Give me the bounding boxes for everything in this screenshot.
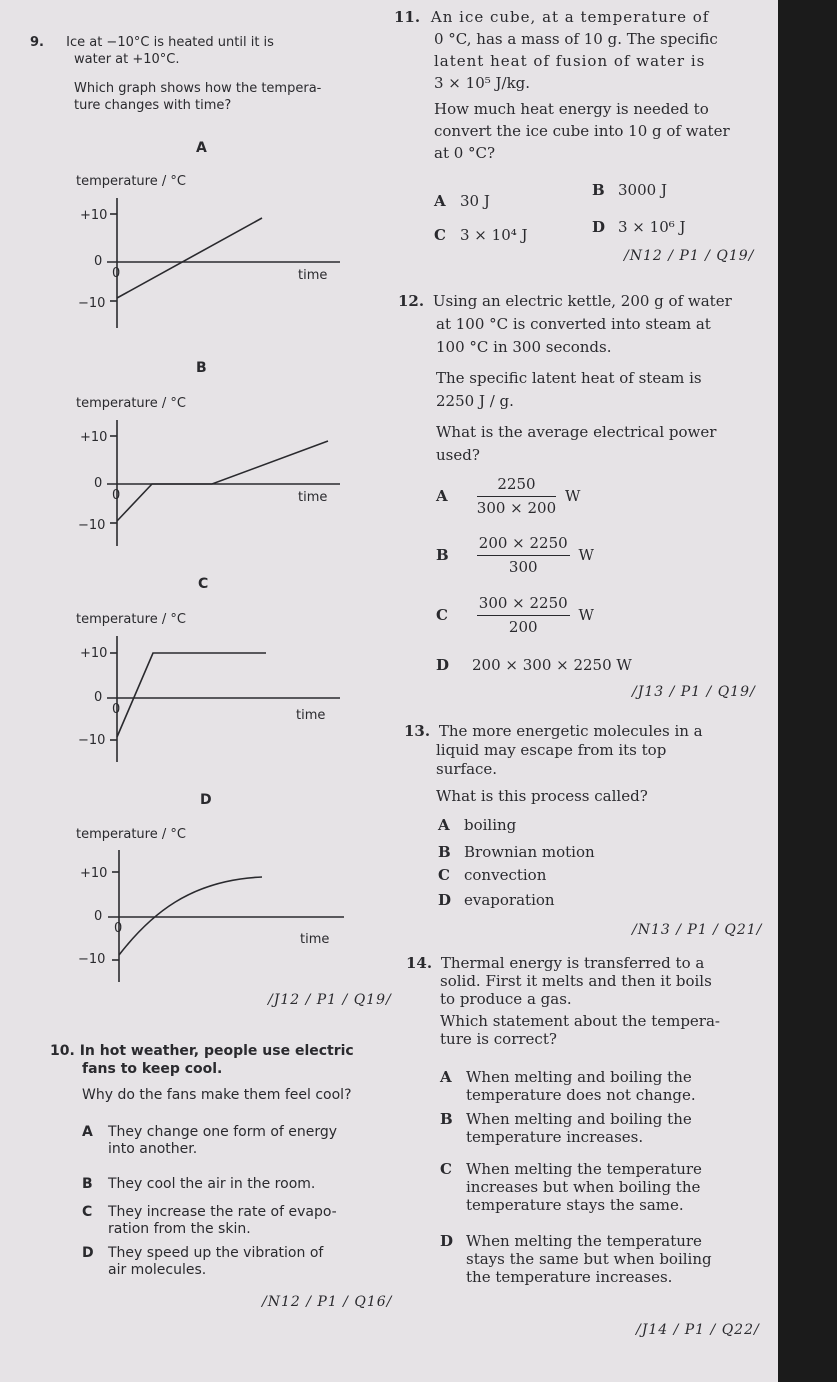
question-13 xyxy=(404,722,776,806)
option-text: When melting and boiling the xyxy=(466,1068,692,1086)
q11-option-c xyxy=(434,226,528,245)
option-letter: D xyxy=(438,891,452,909)
question-text: Using an electric kettle, 200 g of water xyxy=(432,292,732,310)
question-text: The specific latent heat of steam is xyxy=(436,369,702,387)
q12-option-a xyxy=(436,475,580,518)
question-text: Which graph shows how the tempera- xyxy=(74,81,322,96)
option-text: 3000 J xyxy=(618,181,667,199)
question-14 xyxy=(406,954,778,1048)
graph-d-curve xyxy=(119,877,262,955)
question-text: How much heat energy is needed to xyxy=(434,100,709,118)
q13-option-a xyxy=(438,816,516,835)
fraction-numerator: 200 × 2250 xyxy=(477,534,570,556)
option-text: air molecules. xyxy=(108,1262,207,1278)
option-letter: B xyxy=(440,1110,453,1128)
option-unit: W xyxy=(564,487,581,505)
fraction-numerator: 2250 xyxy=(477,475,556,497)
graph-a-letter: A xyxy=(196,140,207,156)
question-text: 3 × 10⁵ J/kg. xyxy=(434,74,531,92)
option-letter: C xyxy=(438,866,450,884)
option-text: 200 × 300 × 2250 W xyxy=(472,656,632,674)
question-13-reference: /N13 / P1 / Q21/ xyxy=(632,922,763,938)
graph-b-origin: 0 xyxy=(112,488,121,503)
graph-c-tick-0: 0 xyxy=(94,690,103,705)
option-letter: A xyxy=(436,487,448,505)
option-unit: W xyxy=(578,546,594,564)
option-text: the temperature increases. xyxy=(466,1268,673,1286)
dark-background-strip xyxy=(778,0,837,1382)
question-11 xyxy=(394,6,778,164)
question-text: What is the average electrical power xyxy=(436,423,717,441)
question-text: water at +10°C. xyxy=(74,52,180,67)
q10-option-b xyxy=(82,1176,392,1193)
question-text: convert the ice cube into 10 g of water xyxy=(434,122,730,140)
option-letter: B xyxy=(592,181,605,199)
option-letter: D xyxy=(592,218,606,236)
question-number: 14. xyxy=(406,954,433,972)
question-10 xyxy=(50,1042,396,1104)
graph-d-tick-minus10: −10 xyxy=(78,952,106,967)
q10-option-d xyxy=(82,1245,392,1279)
question-text: Which statement about the tempera- xyxy=(440,1012,720,1030)
option-text: They cool the air in the room. xyxy=(108,1176,316,1192)
question-text: at 0 °C? xyxy=(434,144,496,162)
graph-c-tick-minus10: −10 xyxy=(78,733,106,748)
option-letter: A xyxy=(438,816,450,834)
option-text: boiling xyxy=(464,816,517,834)
option-text: into another. xyxy=(108,1141,198,1157)
q14-option-b xyxy=(440,1110,776,1146)
graph-d-tick-0: 0 xyxy=(94,909,103,924)
graph-a-origin: 0 xyxy=(112,266,121,281)
option-text: When melting and boiling the xyxy=(466,1110,692,1128)
graph-d-origin: 0 xyxy=(114,921,123,936)
question-prompt: Why do the fans make them feel cool? xyxy=(82,1087,352,1103)
graph-b-tick-minus10: −10 xyxy=(78,518,106,533)
fraction-denominator: 300 xyxy=(508,558,538,576)
graph-b-letter: B xyxy=(196,360,207,376)
graph-c-letter: C xyxy=(198,576,209,592)
option-text: temperature increases. xyxy=(466,1128,644,1146)
question-number: 9. xyxy=(30,35,44,50)
option-text: 3 × 10⁶ J xyxy=(618,218,686,236)
graph-d-ylabel: temperature / °C xyxy=(76,827,186,842)
q13-option-d xyxy=(438,891,555,910)
q14-option-d xyxy=(440,1232,776,1286)
question-number: 11. xyxy=(394,8,421,26)
option-letter: A xyxy=(434,192,446,210)
question-text: liquid may escape from its top xyxy=(436,741,667,759)
option-letter: D xyxy=(436,656,450,674)
question-11-reference: /N12 / P1 / Q19/ xyxy=(624,248,755,264)
option-letter: B xyxy=(436,546,449,564)
graph-d-xlabel: time xyxy=(300,932,330,947)
question-number: 10. xyxy=(50,1043,75,1059)
graph-c-ylabel: temperature / °C xyxy=(76,612,186,627)
option-letter: C xyxy=(434,226,446,244)
option-letter: D xyxy=(440,1232,454,1250)
option-letter: B xyxy=(438,843,451,861)
option-text: 3 × 10⁴ J xyxy=(460,226,528,244)
q12-option-c xyxy=(436,594,594,637)
fraction-denominator: 200 xyxy=(508,618,538,636)
left-column xyxy=(0,0,400,1382)
graph-a-ylabel: temperature / °C xyxy=(76,174,186,189)
q12-option-d xyxy=(436,656,632,675)
graph-a-tick-0: 0 xyxy=(94,254,103,269)
option-text: They speed up the vibration of xyxy=(108,1245,324,1261)
option-fraction xyxy=(477,534,570,577)
option-unit: W xyxy=(578,606,594,624)
fraction-numerator: 300 × 2250 xyxy=(477,594,570,616)
q13-option-b xyxy=(438,843,595,862)
option-letter: C xyxy=(440,1160,452,1178)
q10-option-c xyxy=(82,1204,392,1238)
graph-d-tick-plus10: +10 xyxy=(80,866,108,881)
option-text: ration from the skin. xyxy=(108,1221,251,1237)
question-9-reference: /J12 / P1 / Q19/ xyxy=(268,992,392,1008)
question-text: 0 °C, has a mass of 10 g. The specific xyxy=(434,30,718,48)
option-letter: C xyxy=(82,1204,93,1220)
question-number: 12. xyxy=(398,292,425,310)
option-text: They change one form of energy xyxy=(108,1124,338,1140)
graph-a-tick-minus10: −10 xyxy=(78,296,106,311)
question-text: fans to keep cool. xyxy=(82,1061,223,1077)
question-text: 100 °C in 300 seconds. xyxy=(436,338,612,356)
question-text: The more energetic molecules in a xyxy=(438,722,703,740)
question-text: solid. First it melts and then it boils xyxy=(440,972,712,990)
question-text: ture is correct? xyxy=(440,1030,557,1048)
question-text: 2250 J / g. xyxy=(436,392,514,410)
question-prompt: What is this process called? xyxy=(436,787,648,805)
question-10-reference: /N12 / P1 / Q16/ xyxy=(262,1294,393,1310)
graph-b-ylabel: temperature / °C xyxy=(76,396,186,411)
q11-option-b xyxy=(592,181,667,200)
question-14-reference: /J14 / P1 / Q22/ xyxy=(636,1322,760,1338)
question-text: surface. xyxy=(436,760,498,778)
fraction-denominator: 300 × 200 xyxy=(476,499,557,517)
graph-b-tick-0: 0 xyxy=(94,476,103,491)
option-text: When melting the temperature xyxy=(466,1232,702,1250)
graph-c-origin: 0 xyxy=(112,702,121,717)
question-12 xyxy=(398,290,778,467)
option-letter: B xyxy=(82,1176,93,1192)
option-text: convection xyxy=(464,866,547,884)
question-text: Ice at −10°C is heated until it is xyxy=(66,35,274,50)
option-text: 30 J xyxy=(460,192,490,210)
graph-d-plot xyxy=(0,0,400,1382)
option-text: evaporation xyxy=(464,891,555,909)
question-12-reference: /J13 / P1 / Q19/ xyxy=(632,684,756,700)
q14-option-c xyxy=(440,1160,776,1214)
option-text: When melting the temperature xyxy=(466,1160,702,1178)
right-column xyxy=(392,0,778,1382)
option-fraction xyxy=(477,475,556,518)
option-letter: A xyxy=(440,1068,452,1086)
option-letter: A xyxy=(82,1124,93,1140)
question-text: used? xyxy=(436,446,480,464)
q14-option-a xyxy=(440,1068,776,1104)
option-text: They increase the rate of evapo- xyxy=(108,1204,337,1220)
graph-b-xlabel: time xyxy=(298,490,328,505)
option-letter: C xyxy=(436,606,448,624)
question-text: at 100 °C is converted into steam at xyxy=(436,315,711,333)
q12-option-b xyxy=(436,534,594,577)
question-number: 13. xyxy=(404,722,431,740)
option-letter: D xyxy=(82,1245,94,1261)
graph-b-tick-plus10: +10 xyxy=(80,430,108,445)
question-text: An ice cube, at a temperature of xyxy=(430,8,710,26)
option-text: Brownian motion xyxy=(464,843,595,861)
question-text: In hot weather, people use electric xyxy=(79,1043,354,1059)
q11-option-a xyxy=(434,192,490,211)
graph-a-tick-plus10: +10 xyxy=(80,208,108,223)
question-text: ture changes with time? xyxy=(74,98,232,113)
q13-option-c xyxy=(438,866,546,885)
option-text: temperature does not change. xyxy=(466,1086,696,1104)
option-text: stays the same but when boiling xyxy=(466,1250,712,1268)
question-text: latent heat of fusion of water is xyxy=(434,52,706,70)
graph-d-letter: D xyxy=(200,792,212,808)
option-text: increases but when boiling the xyxy=(466,1178,701,1196)
graph-a-xlabel: time xyxy=(298,268,328,283)
q10-option-a xyxy=(82,1124,392,1158)
question-text: to produce a gas. xyxy=(440,990,572,1008)
option-fraction xyxy=(477,594,570,637)
option-text: temperature stays the same. xyxy=(466,1196,684,1214)
question-text: Thermal energy is transferred to a xyxy=(440,954,705,972)
graph-c-tick-plus10: +10 xyxy=(80,646,108,661)
q11-option-d xyxy=(592,218,686,237)
graph-c-xlabel: time xyxy=(296,708,326,723)
